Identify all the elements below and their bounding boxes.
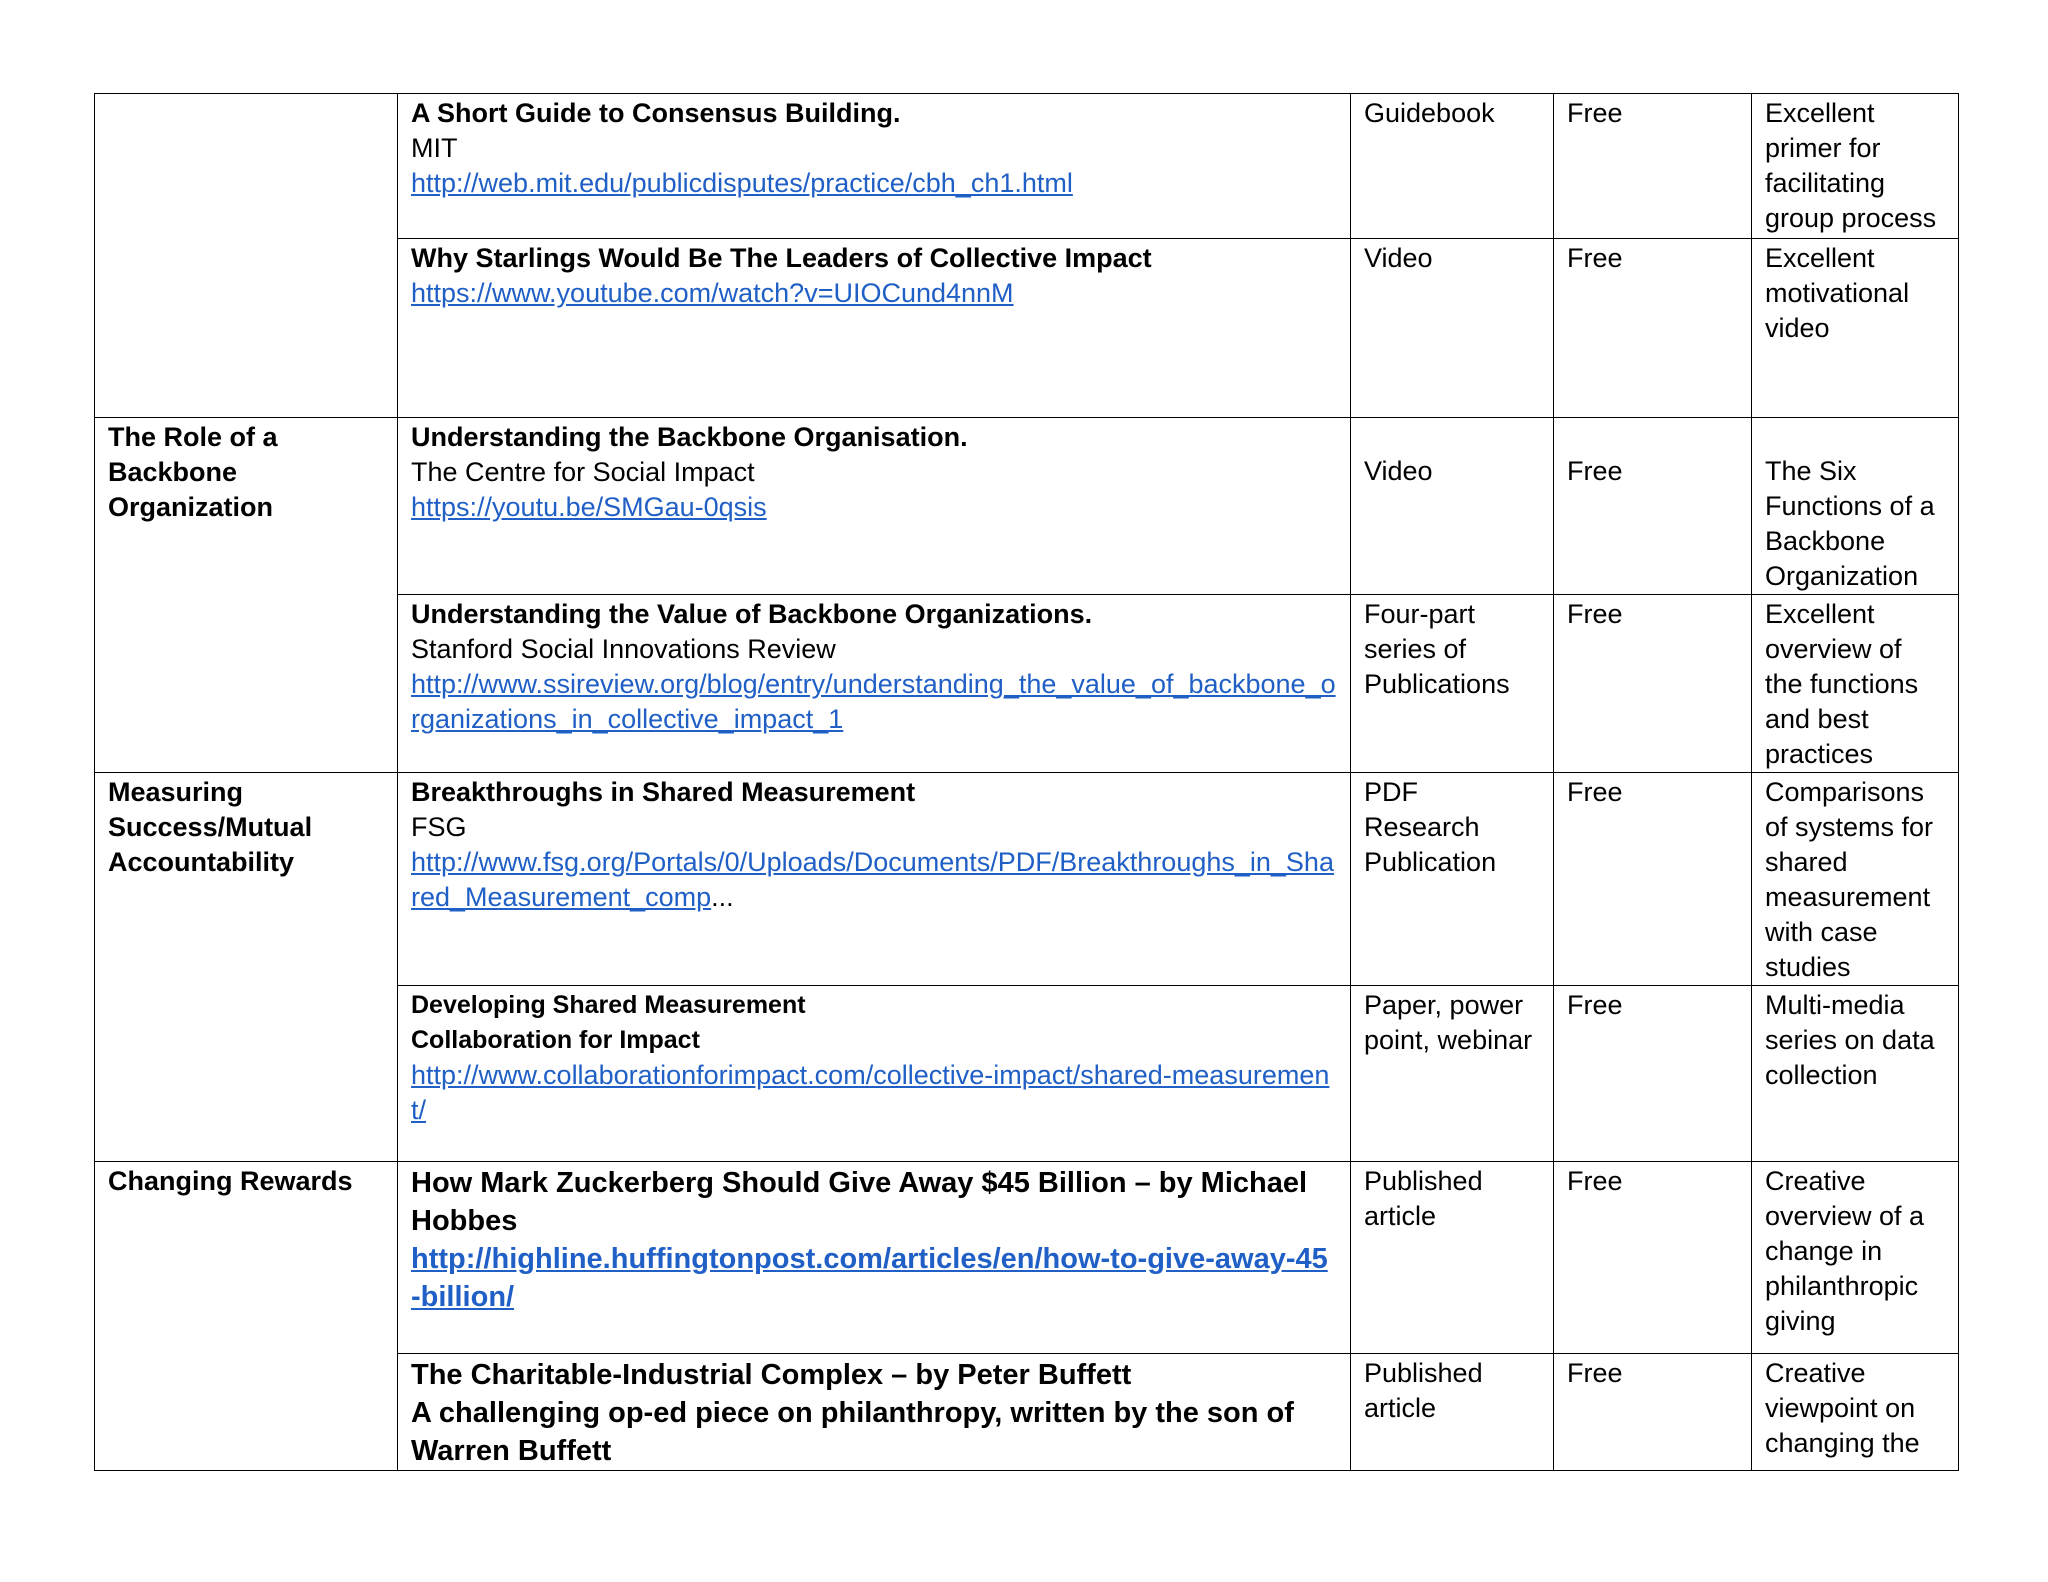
resource-subtitle: A challenging op-ed piece on philanthropy, written by the son of Warren Buffett	[411, 1397, 1294, 1467]
resource-title: Understanding the Value of Backbone Organizations.	[411, 599, 1093, 629]
resource-publisher: MIT	[411, 133, 458, 163]
category-cell: The Role of a Backbone Organization	[95, 418, 398, 773]
notes-cell: Excellent motivational video	[1752, 239, 1959, 418]
category-cell: Measuring Success/Mutual Accountability	[95, 773, 398, 1162]
resource-cell	[398, 773, 1351, 986]
cost-cell: Free	[1554, 986, 1752, 1162]
resource-title: Developing Shared Measurement	[411, 991, 806, 1019]
resource-link[interactable]: https://youtu.be/SMGau-0qsis	[411, 492, 767, 522]
resource-cell	[398, 239, 1351, 418]
type-cell: Four-part series of Publications	[1351, 595, 1554, 773]
type-cell: Video	[1351, 418, 1554, 595]
resource-link[interactable]: http://web.mit.edu/publicdisputes/practice/cbh_ch1.html	[411, 168, 1073, 198]
type-cell: PDF Research Publication	[1351, 773, 1554, 986]
resource-title: How Mark Zuckerberg Should Give Away $45 Billion – by Michael Hobbes	[411, 1167, 1308, 1237]
resource-title: Why Starlings Would Be The Leaders of Collective Impact	[411, 243, 1152, 273]
resource-cell	[398, 94, 1351, 239]
resource-cell	[398, 418, 1351, 595]
type-cell: Paper, power point, webinar	[1351, 986, 1554, 1162]
cost-cell: Free	[1554, 94, 1752, 239]
resource-title: The Charitable-Industrial Complex – by Peter Buffett	[411, 1359, 1132, 1391]
resource-publisher: Stanford Social Innovations Review	[411, 634, 836, 664]
link-ellipsis: ...	[711, 882, 734, 912]
resource-link[interactable]: http://highline.huffingtonpost.com/articles/en/how-to-give-away-45-billion/	[411, 1243, 1328, 1313]
type-cell: Published article	[1351, 1354, 1554, 1471]
table-row	[95, 1162, 1959, 1354]
type-cell: Published article	[1351, 1162, 1554, 1354]
cost-cell: Free	[1554, 418, 1752, 595]
type-cell: Video	[1351, 239, 1554, 418]
resource-cell	[398, 1354, 1351, 1471]
resource-link-wrap	[411, 845, 1337, 915]
category-cell	[95, 94, 398, 418]
table-row	[95, 418, 1959, 595]
cost-cell: Free	[1554, 1162, 1752, 1354]
notes-cell: Comparisons of systems for shared measurement with case studies	[1752, 773, 1959, 986]
cost-cell: Free	[1554, 773, 1752, 986]
notes-cell: Creative viewpoint on changing the	[1752, 1354, 1959, 1471]
notes-cell: Excellent primer for facilitating group process	[1752, 94, 1959, 239]
resource-publisher: The Centre for Social Impact	[411, 457, 755, 487]
resource-link[interactable]: http://www.ssireview.org/blog/entry/understanding_the_value_of_backbone_organizations_in_collective_impact_1	[411, 669, 1336, 734]
resource-link[interactable]: http://www.collaborationforimpact.com/collective-impact/shared-measurement/	[411, 1060, 1330, 1125]
resource-title: Understanding the Backbone Organisation.	[411, 422, 968, 452]
notes-cell: The Six Functions of a Backbone Organization	[1752, 418, 1959, 595]
resource-cell	[398, 986, 1351, 1162]
table-row	[95, 94, 1959, 239]
resource-title: Breakthroughs in Shared Measurement	[411, 777, 916, 807]
resource-link[interactable]: http://www.fsg.org/Portals/0/Uploads/Documents/PDF/Breakthroughs_in_Shared_Measurement_comp	[411, 847, 1334, 912]
resource-subtitle: Collaboration for Impact	[411, 1026, 700, 1054]
notes-cell: Excellent overview of the functions and best practices	[1752, 595, 1959, 773]
resource-title: A Short Guide to Consensus Building.	[411, 98, 901, 128]
resource-cell	[398, 1162, 1351, 1354]
resource-link[interactable]: https://www.youtube.com/watch?v=UIOCund4nnM	[411, 278, 1014, 308]
resource-cell	[398, 595, 1351, 773]
cost-cell: Free	[1554, 595, 1752, 773]
notes-cell: Multi-media series on data collection	[1752, 986, 1959, 1162]
category-cell: Changing Rewards	[95, 1162, 398, 1471]
resource-publisher: FSG	[411, 812, 467, 842]
cost-cell: Free	[1554, 239, 1752, 418]
resource-table	[94, 93, 1959, 1471]
table-row	[95, 773, 1959, 986]
type-cell: Guidebook	[1351, 94, 1554, 239]
notes-cell: Creative overview of a change in philanthropic giving	[1752, 1162, 1959, 1354]
cost-cell: Free	[1554, 1354, 1752, 1471]
